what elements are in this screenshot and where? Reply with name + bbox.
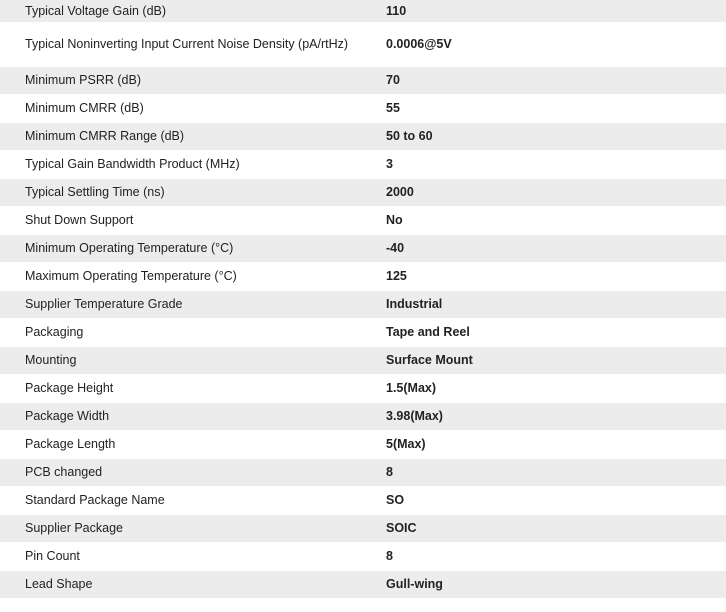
spec-value: Tape and Reel	[386, 319, 726, 347]
spec-row	[0, 151, 726, 179]
spec-value: Industrial	[386, 291, 726, 319]
spec-row	[0, 179, 726, 207]
spec-name: Typical Settling Time (ns)	[0, 179, 386, 207]
spec-value: 50 to 60	[386, 123, 726, 151]
spec-row	[0, 123, 726, 151]
spec-name: Minimum CMRR Range (dB)	[0, 123, 386, 151]
spec-name: Lead Shape	[0, 571, 386, 599]
spec-name: Minimum PSRR (dB)	[0, 67, 386, 95]
spec-row	[0, 487, 726, 515]
spec-value: 70	[386, 67, 726, 95]
spec-value: 3.98(Max)	[386, 403, 726, 431]
spec-name: Package Length	[0, 431, 386, 459]
spec-value: SO	[386, 487, 726, 515]
spec-row	[0, 67, 726, 95]
spec-value: 55	[386, 95, 726, 123]
spec-value: 110	[386, 0, 726, 23]
spec-row	[0, 0, 726, 23]
spec-value: 8	[386, 459, 726, 487]
spec-name: Mounting	[0, 347, 386, 375]
spec-name: Pin Count	[0, 543, 386, 571]
spec-row	[0, 23, 726, 67]
spec-value: No	[386, 207, 726, 235]
spec-value: 5(Max)	[386, 431, 726, 459]
spec-name: Package Width	[0, 403, 386, 431]
spec-row	[0, 235, 726, 263]
spec-name: Packaging	[0, 319, 386, 347]
spec-value: -40	[386, 235, 726, 263]
spec-name: Supplier Package	[0, 515, 386, 543]
spec-name: Package Height	[0, 375, 386, 403]
spec-name: Typical Voltage Gain (dB)	[0, 0, 386, 23]
spec-row	[0, 459, 726, 487]
spec-value: 0.0006@5V	[386, 23, 726, 67]
spec-row	[0, 95, 726, 123]
spec-name: Typical Gain Bandwidth Product (MHz)	[0, 151, 386, 179]
spec-row	[0, 431, 726, 459]
spec-name: Minimum CMRR (dB)	[0, 95, 386, 123]
spec-row	[0, 291, 726, 319]
spec-name: Typical Noninverting Input Current Noise Density (pA/rtHz)	[0, 23, 386, 67]
spec-value: 125	[386, 263, 726, 291]
spec-row	[0, 403, 726, 431]
spec-value: 1.5(Max)	[386, 375, 726, 403]
spec-value: 2000	[386, 179, 726, 207]
spec-row	[0, 263, 726, 291]
spec-row	[0, 375, 726, 403]
spec-row	[0, 319, 726, 347]
spec-row	[0, 543, 726, 571]
spec-name: Maximum Operating Temperature (°C)	[0, 263, 386, 291]
spec-name: PCB changed	[0, 459, 386, 487]
spec-name: Shut Down Support	[0, 207, 386, 235]
spec-name: Minimum Operating Temperature (°C)	[0, 235, 386, 263]
spec-row	[0, 515, 726, 543]
spec-name: Standard Package Name	[0, 487, 386, 515]
spec-value: Surface Mount	[386, 347, 726, 375]
spec-name: Supplier Temperature Grade	[0, 291, 386, 319]
spec-value: 8	[386, 543, 726, 571]
spec-value: Gull-wing	[386, 571, 726, 599]
spec-value: 3	[386, 151, 726, 179]
spec-row	[0, 571, 726, 599]
spec-value: SOIC	[386, 515, 726, 543]
spec-row	[0, 347, 726, 375]
spec-row	[0, 207, 726, 235]
